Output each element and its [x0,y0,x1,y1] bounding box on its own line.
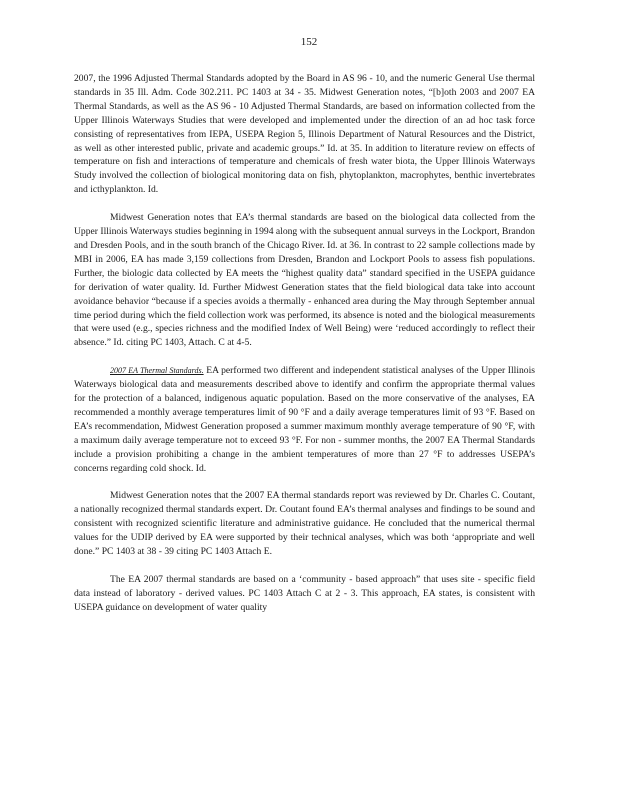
text-line: analyses of the Upper Illinois Waterways biological data and measurements described above to [74,365,535,391]
text-line: regarding cold shock. Id. [110,462,207,474]
document-body [74,72,535,629]
page-number: 152 [300,36,318,48]
paragraph-4 [74,489,535,559]
text-line: specified in the USEPA guidance for derivation of water quality. Id. Further Midwest [74,267,535,293]
text-line: site - specific field data instead of laboratory - derived values. PC 1403 Attach C at 2 - 3. This [74,574,536,599]
text-line: of the Chicago River. Id. at 36. In contrast to 22 sample collections made by MBI in 2006, EA [74,239,535,265]
text-line: and well done.” PC 1403 at 38 - 39 citing PC 1403 Attach E. [74,532,535,558]
text-line: invertebrates and icthyplankton. Id. [74,170,535,196]
text-line: Dr. Charles C. Coutant, a nationally recognized thermal standards expert. Dr. Coutant found [74,490,535,516]
paragraph-1 [74,72,535,197]
text-line: Based on EA’s recommendation, Midwest Generation proposed a summer maximum monthly [74,406,535,432]
paragraph-3 [74,364,535,475]
text-line: EA’s thermal analyses and findings to be sound and consistent with recognized scientific [74,504,536,530]
text-line: change in the ambient temperatures of more than 27 °F to addresses USEPA’s concerns [74,448,535,474]
text-line: monthly average temperatures limit of 90 °F and a daily average temperatures limit of 93 °F. [137,406,500,418]
text-line: literature and administrative guidance. He concluded that the numerical thermal values for the [74,518,535,544]
text-line: Midwest Generation notes that EA’s thermal standards are based on the biological data [110,212,463,224]
text-line: UDIP derived by EA were supported by their technical analyses, which was both ‘appropriate [130,532,502,544]
paragraph-2 [74,211,535,350]
text-line: measurements that were used (e.g., species richness and the modified Index of Well Being) were [74,309,535,335]
text-line: ‘reduced accordingly to reflect their absence.” Id. citing PC 1403, Attach. C at 4-5. [74,323,535,349]
text-line: at 35. In addition to literature review on effects of temperature on fish and interactions of [74,142,535,168]
text-line: temperature and chemicals of fresh water biota, the Upper Illinois Waterways Study involved the [74,156,535,182]
text-line: aquatic population. Based on the more conservative of the analyses, EA recommended a [74,393,535,418]
text-line: collection of biological monitoring data on fish, phytoplankton, macrophytes, benthic [150,170,486,182]
paragraph-5 [74,573,535,615]
text-line: The EA 2007 thermal standards are based on a ‘community - based approach” that uses [110,574,462,585]
text-line: Midwest Generation notes that the 2007 EA thermal standards report was reviewed by [110,490,445,502]
text-line: EA performed two different and independent statistical [203,365,422,377]
text-line: during which the field collection work was performed, its absence is noted and the biological [120,309,481,321]
text-line: 2007, the 1996 Adjusted Thermal Standards adopted by the Board in AS 96 - 10, and the numeric [74,73,456,84]
text-line: subsequent annual surveys in the Lockport, Brandon and Dresden Pools, and in the south branch [74,226,535,251]
text-line: Generation notes, “[b]oth 2003 and 2007 EA Thermal Standards, as well as the AS 96 - 10 [74,86,535,112]
text-line: Waterways Studies that were developed and implemented under the direction of an ad hoc task [132,114,516,126]
text-line: has made 3,159 collections from Dresden, Brandon and Lockport Pools to assess fish [146,253,488,265]
text-line: force consisting of representatives from IEPA, USEPA Region 5, Illinois Department of Natural [74,114,535,140]
text-line: Resources and the District, as well as other interested public, private and academic groups.” Id. [74,128,535,154]
text-line: average temperature of 90 °F, with a maximum daily average temperature not to exceed 93 °F. [74,420,535,446]
text-line: Generation states that the field biological data take into account avoidance behavior “because if a [74,281,535,307]
text-line: For non - summer months, the 2007 EA Thermal Standards include a provision prohibiting a [74,434,535,460]
text-line: Adjusted Thermal Standards, are based on information collected from the Upper Illinois [74,100,535,126]
text-line: species avoids a thermally - enhanced area during the May through September annual time period [74,295,535,321]
section-heading: 2007 EA Thermal Standards. [110,366,204,376]
text-line: approach, EA states, is consistent with USEPA guidance on development of water quality [74,587,535,613]
text-line: General Use thermal standards in 35 Ill. Adm. Code 302.211. PC 1403 at 34 - 35. Midwest [74,73,535,98]
text-line: populations. Further, the biologic data collected by EA meets the “highest quality data” standard [74,253,536,279]
text-line: identify and confirm the appropriate thermal values for the protection of a balanced, indigenous [74,379,535,405]
text-line: collected from the Upper Illinois Waterways studies beginning in 1994 along with the [74,212,535,238]
